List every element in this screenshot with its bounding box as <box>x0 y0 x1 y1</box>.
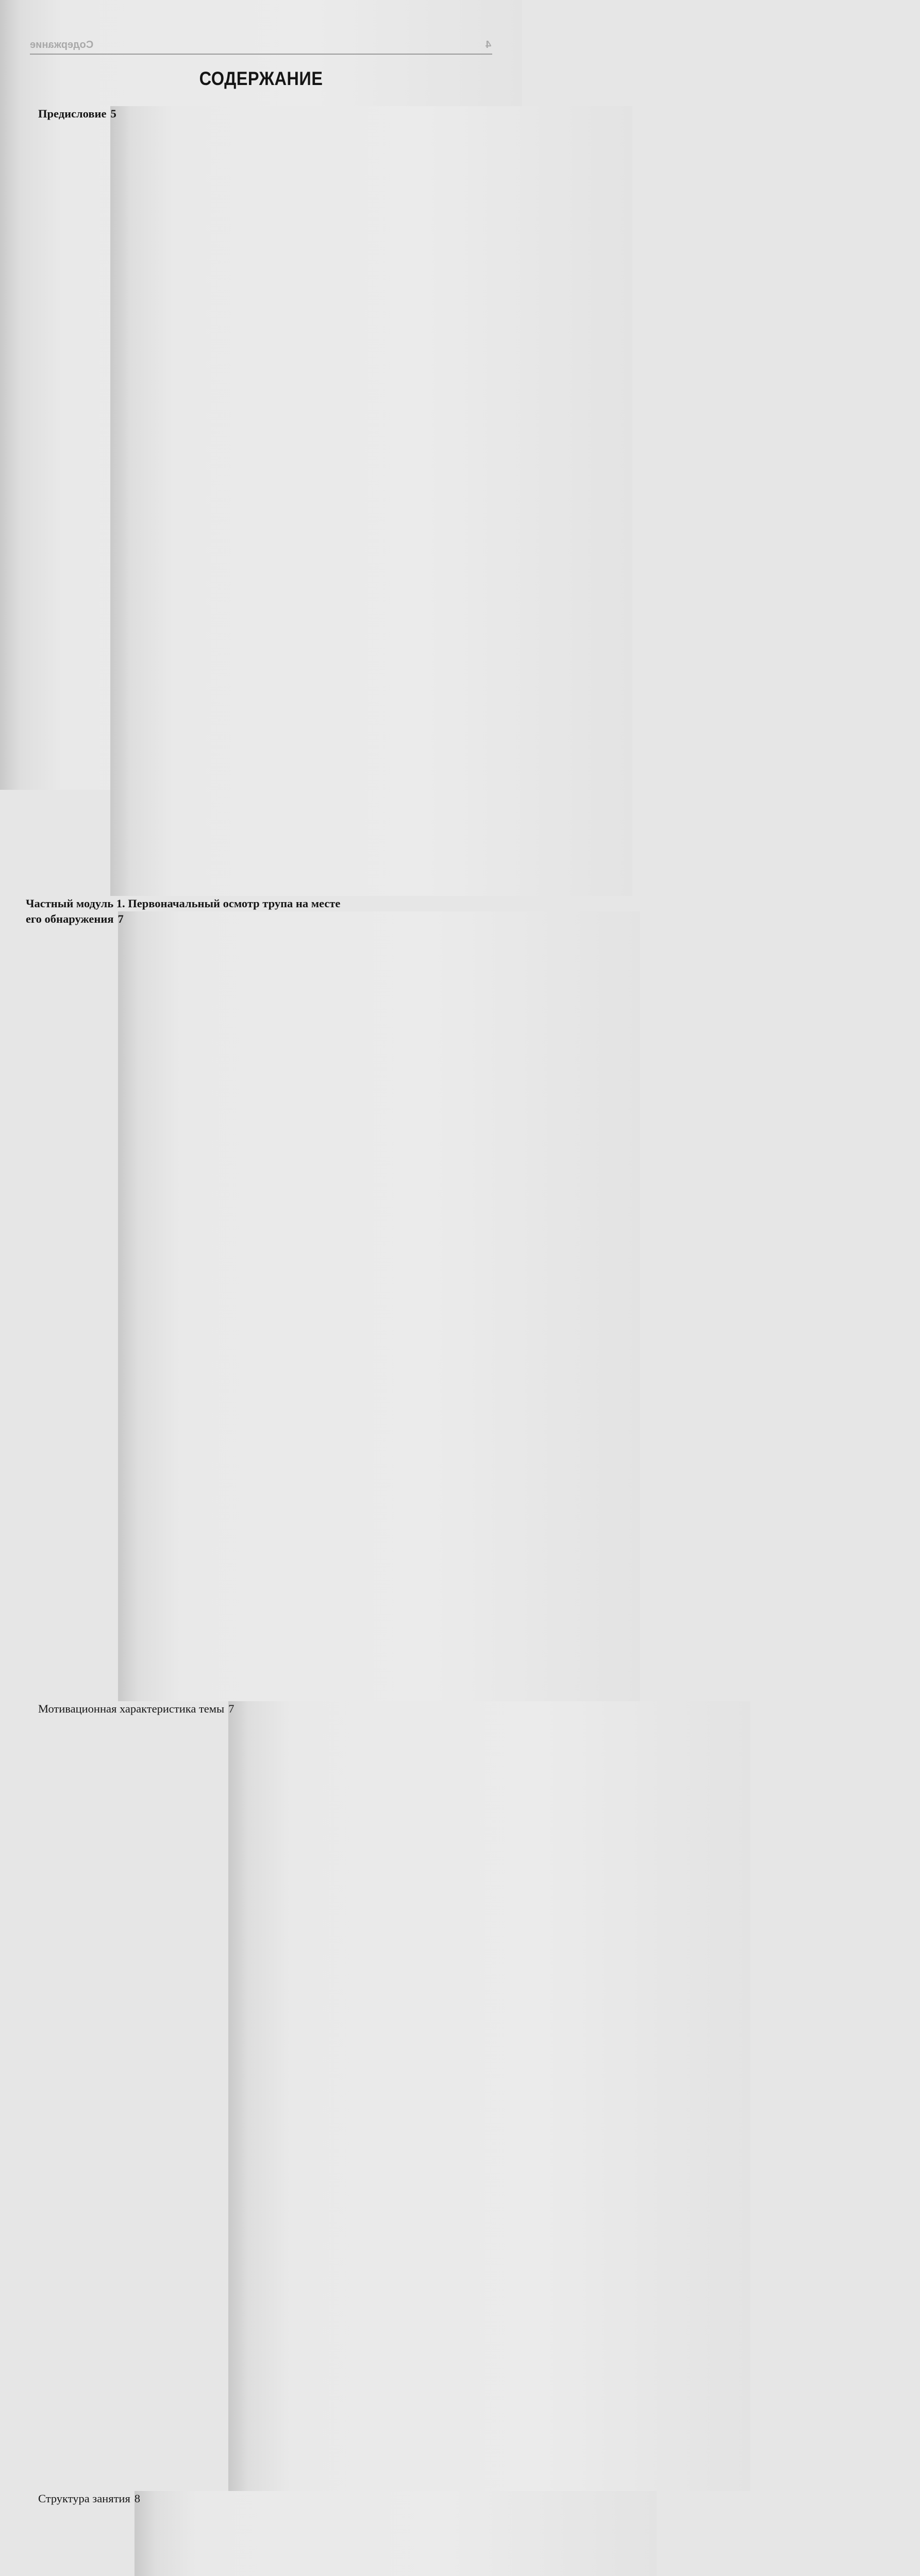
toc-page-number: 7 <box>118 911 640 1701</box>
toc-entry <box>26 106 491 896</box>
toc-page-number: 5 <box>110 106 632 896</box>
table-of-contents <box>26 106 491 2576</box>
toc-entry-text: Структура занятия <box>38 2492 130 2505</box>
toc-entry-text: Мотивационная характеристика темы <box>38 1702 225 1715</box>
toc-entry-text: его обнаружения <box>26 912 114 925</box>
toc-entry-text: Предисловие <box>38 107 107 120</box>
running-header <box>30 33 492 55</box>
toc-page-number: 7 <box>228 1701 750 2491</box>
toc-entry-text: Частный модуль 1. Первоначальный осмотр трупа на месте <box>26 897 341 910</box>
running-header-page-number: 4 <box>485 39 491 50</box>
toc-page-number: 8 <box>135 2491 657 2576</box>
page-title: СОДЕРЖАНИЕ <box>199 68 323 89</box>
toc-entry <box>26 896 491 1701</box>
toc-entry <box>26 1701 491 2491</box>
running-header-left: Содержание <box>30 39 94 50</box>
toc-entry <box>26 2491 491 2576</box>
